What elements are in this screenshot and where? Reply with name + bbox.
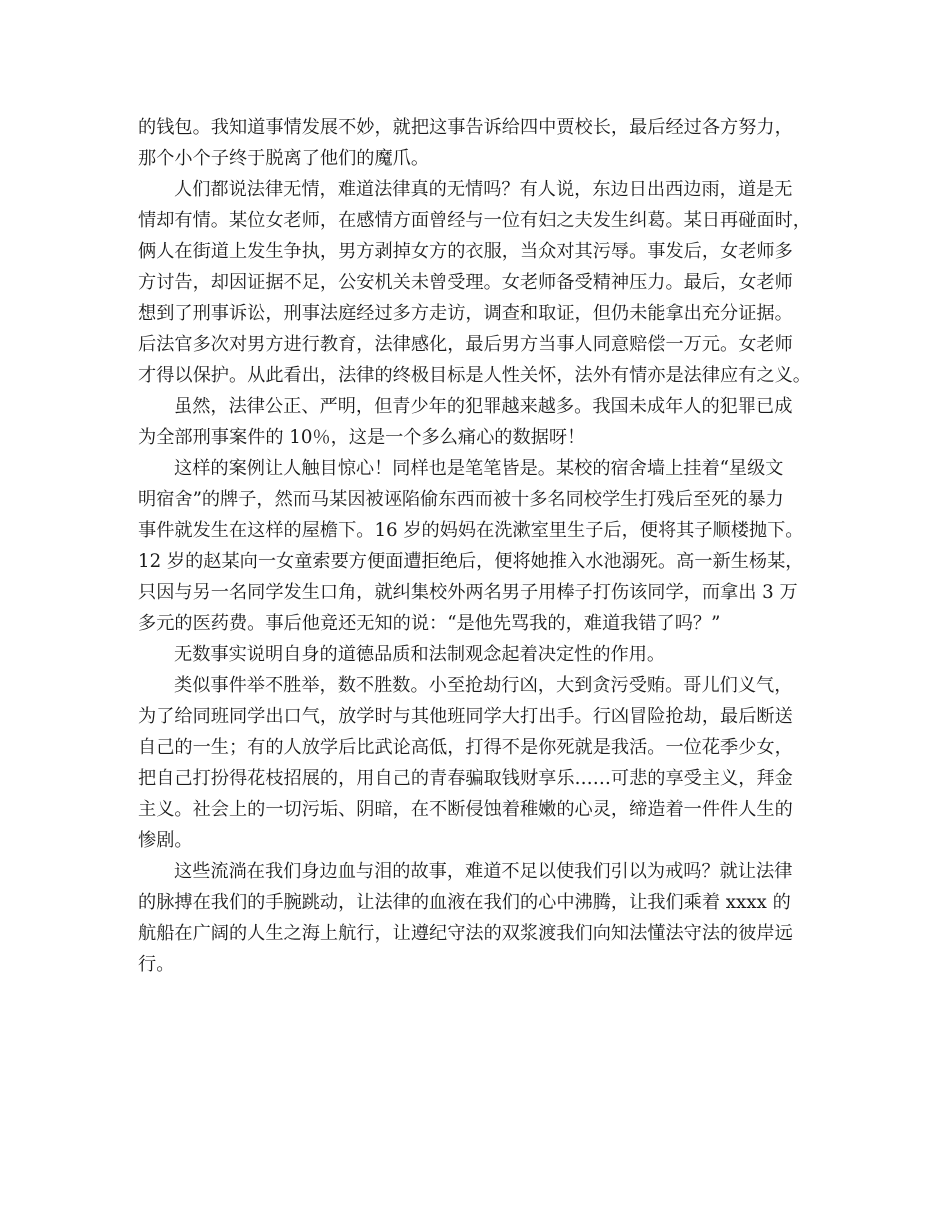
text-line: 主义。社会上的一切污垢、阴暗，在不断侵蚀着稚嫩的心灵，缔造着一件件人生的 — [138, 799, 793, 820]
paragraph — [138, 856, 828, 980]
text-line: 人们都说法律无情，难道法律真的无情吗？有人说，东边日出西边雨，道是无 — [174, 179, 793, 200]
text-line: 才得以保护。从此看出，法律的终极目标是人性关怀，法外有情亦是法律应有之义。 — [138, 365, 811, 386]
text-line: 为了给同班同学出口气，放学时与其他班同学大打出手。行凶冒险抢劫，最后断送 — [138, 706, 793, 727]
text-line: 自己的一生；有的人放学后比武论高低，打得不是你死就是我活。一位花季少女， — [138, 737, 793, 758]
text-line: 俩人在街道上发生争执，男方剥掉女方的衣服，当众对其污辱。事发后，女老师多 — [138, 241, 793, 262]
text-line: 把自己打扮得花枝招展的，用自己的青春骗取钱财享乐……可悲的享受主义，拜金 — [138, 768, 793, 789]
text-line: 虽然，法律公正、严明，但青少年的犯罪越来越多。我国未成年人的犯罪已成 — [174, 396, 793, 417]
text-line: 这样的案例让人触目惊心！同样也是笔笔皆是。某校的宿舍墙上挂着“星级文 — [174, 458, 784, 479]
text-line: 这些流淌在我们身边血与泪的故事，难道不足以使我们引以为戒吗？就让法律 — [174, 861, 793, 882]
paragraph — [138, 391, 828, 453]
document-body — [138, 112, 828, 980]
text-line: 惨剧。 — [138, 830, 193, 851]
text-line: 明宿舍”的牌子，然而马某因被诬陷偷东西而被十多名同校学生打残后至死的暴力 — [138, 489, 784, 510]
paragraph — [138, 670, 828, 856]
text-line: 后法官多次对男方进行教育，法律感化，最后男方当事人同意赔偿一万元。女老师 — [138, 334, 793, 355]
text-line: 航船在广阔的人生之海上航行，让遵纪守法的双浆渡我们向知法懂法守法的彼岸远 — [138, 923, 793, 944]
text-line: 多元的医药费。事后他竟还无知的说：“是他先骂我的，难道我错了吗？” — [138, 613, 721, 634]
text-line: 类似事件举不胜举，数不胜数。小至抢劫行凶，大到贪污受贿。哥儿们义气， — [174, 675, 793, 696]
text-line: 12 岁的赵某向一女童索要方便面遭拒绝后，便将她推入水池溺死。高一新生杨某， — [138, 551, 804, 572]
paragraph — [138, 453, 828, 639]
text-line: 的钱包。我知道事情发展不妙，就把这事告诉给四中贾校长，最后经过各方努力， — [138, 117, 793, 138]
text-line: 事件就发生在这样的屋檐下。16 岁的妈妈在洗漱室里生子后，便将其子顺楼抛下。 — [138, 520, 804, 541]
text-line: 那个小个子终于脱离了他们的魔爪。 — [138, 148, 430, 169]
text-line: 情却有情。某位女老师，在感情方面曾经与一位有妇之夫发生纠葛。某日再碰面时， — [138, 210, 811, 231]
text-line: 无数事实说明自身的道德品质和法制观念起着决定性的作用。 — [174, 644, 666, 665]
text-line: 只因与另一名同学发生口角，就纠集校外两名男子用棒子打伤该同学，而拿出 3 万 — [138, 582, 798, 603]
text-line: 为全部刑事案件的 10％，这是一个多么痛心的数据呀！ — [138, 427, 586, 448]
text-line: 方讨告，却因证据不足，公安机关未曾受理。女老师备受精神压力。最后，女老师 — [138, 272, 793, 293]
text-line: 行。 — [138, 954, 175, 975]
text-line: 的脉搏在我们的手腕跳动，让法律的血液在我们的心中沸腾，让我们乘着 xxxx 的 — [138, 892, 791, 913]
paragraph — [138, 174, 828, 391]
text-line: 想到了刑事诉讼，刑事法庭经过多方走访，调查和取证，但仍未能拿出充分证据。 — [138, 303, 793, 324]
paragraph — [138, 112, 828, 174]
paragraph — [138, 639, 828, 670]
